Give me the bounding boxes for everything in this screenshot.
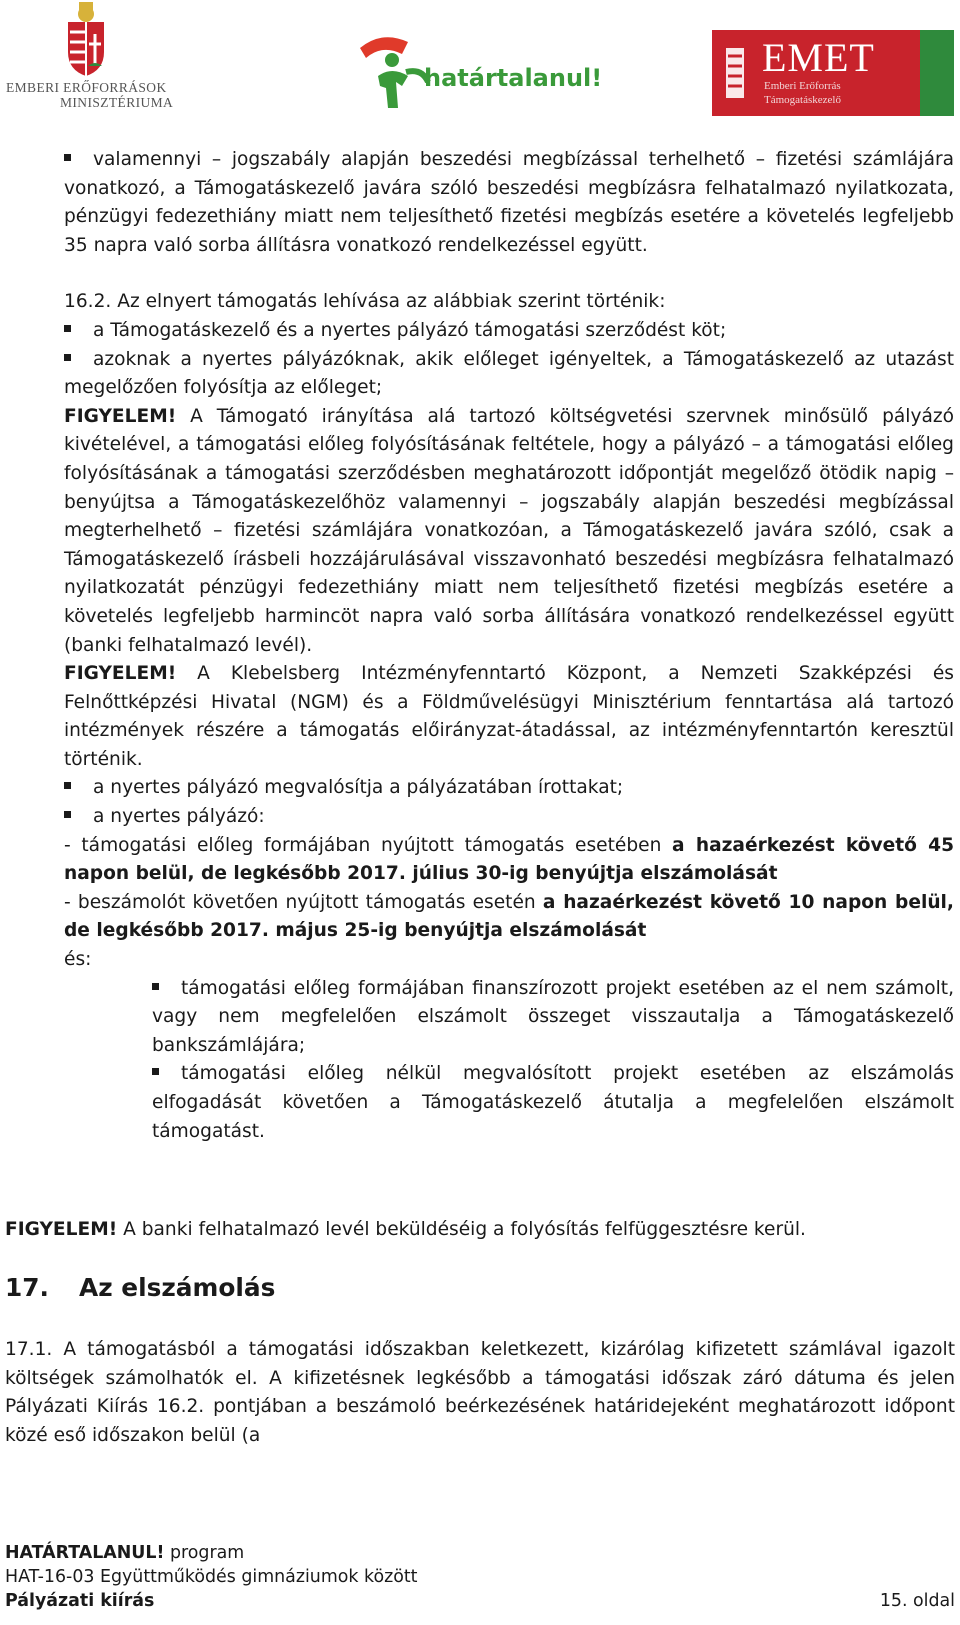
notice-text: A Támogató irányítása alá tartozó költségvetési szervnek minősülő pályázó kivételével, a támogatási előleg folyósításának feltétele, hogy a pályázó – a támogatási előleg folyósításának a támogatási szerződésben meghatározott időpontját megelőző ötödik napig – benyújtsa a Támogatáskezelőhöz valamennyi – jogszabály alapján beszedési megbízással megterhelhető – fizetési számlájára vonatkozóan, a Támogatáskezelő javára szóló, csak a Támogatáskezelő írásbeli hozzájárulásával visszavonható beszedési megbízásra felhatalmazó nyilatkozatát pénzügyi fedezethiány miatt nem teljesíthető fizetési megbízás esetére a követelés legfeljebb harmincöt napra való sorba állítására vonatkozó rendelkezéssel együtt (banki felhatalmazó levél). [64,405,954,656]
emet-logo-sub1: Emberi Erőforrás [764,80,841,92]
bullet-icon [152,1066,163,1077]
section-title: Az elszámolás [79,1273,276,1302]
list-item-text: a nyertes pályázó megvalósítja a pályázatában írottakat; [93,777,624,799]
page-number: 15. oldal [879,1591,955,1611]
list-item-text: a Támogatáskezelő és a nyertes pályázó támogatási szerződést köt; [93,319,727,341]
emet-logo [712,30,954,116]
list-item [64,317,954,346]
sub-list-item-text: támogatási előleg formájában finanszírozott projekt esetében az el nem számolt, vagy nem megfelelően elszámolt összeget visszautalja a Támogatáskezelő bankszámlájára; [152,977,954,1056]
emet-logo-title: EMET [762,35,875,80]
list-item [64,774,954,803]
emet-logo-sub2: Támogatáskezelő [764,94,841,106]
footer-program-suffix: program [164,1543,245,1563]
notice-label: FIGYELEM! [64,405,177,427]
deadline-text: - beszámolót követően nyújtott támogatás esetén [64,891,543,913]
footer-doc-type: Pályázati kiírás [5,1591,155,1611]
deadline-item [64,832,954,889]
section-number: 17. [5,1273,49,1302]
hatartalanul-logo [352,28,603,122]
sub-list-item [152,1060,954,1146]
intro-bullet [64,146,954,260]
bullet-icon [64,809,75,820]
notice-label: FIGYELEM! [64,663,177,685]
deadline-item [64,889,954,946]
deadline-text: - támogatási előleg formájában nyújtott támogatás esetében [64,834,673,856]
list-item-text: a nyertes pályázó: [93,806,265,828]
bullet-icon [64,780,75,791]
sub-list-item-text: támogatási előleg nélkül megvalósított projekt esetében az elszámolás elfogadását követően a Támogatáskezelő átutalja a megfelelően elszámolt támogatást. [152,1063,954,1142]
footer-code: HAT-16-03 Együttműködés gimnáziumok között [5,1567,418,1587]
notice-text: A banki felhatalmazó levél beküldéséig a folyósítás felfüggesztésre kerül. [117,1219,806,1240]
section-16-2-heading: 16.2. Az elnyert támogatás lehívása az alábbiak szerint történik: [64,291,666,313]
list-item [64,803,954,832]
footer-program-name: HATÁRTALANUL! [5,1543,165,1563]
notice-text: A Klebelsberg Intézményfenntartó Központ, a Nemzeti Szakképzési és Felnőttképzési Hivatal (NGM) és a Földművelésügyi Minisztérium fenntartása alá tartozó intézmények részére a támogatás előirányzat-átadással, az intézményfenntartón keresztül történik. [64,663,954,770]
notice-paragraph [64,403,954,660]
conjunction-text: és: [64,949,92,971]
bullet-icon [64,152,75,163]
intro-bullet-text: valamennyi – jogszabály alapján beszedési megbízással terhelhető – fizetési számlájára vonatkozó, a Támogatáskezelő javára szóló beszedési megbízásra felhatalmazó nyilatkozata, pénzügyi fedezethiány miatt nem teljesíthető fizetési megbízás esetére a követelés legfeljebb 35 napra való sorba állításra vonatkozó rendelkezéssel együtt. [64,149,954,256]
emmi-logo-line1: EMBERI ERŐFORRÁSOK [6,80,167,95]
section-17-heading [5,1274,955,1303]
footer-program [5,1541,955,1565]
sub-list-item [152,975,954,1061]
deadline-bold-text: a hazaérkezést követő 10 napon belül, de legkésőbb 2017. május 25-ig benyújtja elszámolását [64,891,954,942]
hatartalanul-logo-text: határtalanul! [424,64,603,92]
emet-green-band [920,30,954,116]
bullet-icon [64,323,75,334]
bullet-icon [152,981,163,992]
deadline-bold-text: a hazaérkezést követő 45 napon belül, de legkésőbb 2017. július 30-ig benyújtja elszámolását [64,834,955,885]
emmi-logo [0,0,180,118]
emet-flag-icon [716,30,756,116]
footer-bottom-row [5,1589,955,1613]
document-body [64,146,954,1146]
page-footer [5,1541,955,1613]
list-item-text: azoknak a nyertes pályázóknak, akik előleget igényeltek, a Támogatáskezelő az utazást megelőzően folyósítja az előleget; [64,348,954,399]
notice-paragraph [5,1216,955,1245]
notice-label: FIGYELEM! [5,1219,118,1240]
list-item [64,346,954,403]
emmi-logo-line2: MINISZTÉRIUMA [60,95,174,110]
section-17-1-paragraph: 17.1. A támogatásból a támogatási időszakban keletkezett, kizárólag kifizetett számlával igazolt költségek számolhatók el. A kifizetésnek legkésőbb a támogatási időszak záró dátuma és jelen Pályázati Kiírás 16.2. pontjában a beszámoló beérkezésének határidejeként meghatározott időpont közé eső időszakon belül (a [5,1339,955,1446]
notice-paragraph [64,660,954,774]
bullet-icon [64,352,75,363]
